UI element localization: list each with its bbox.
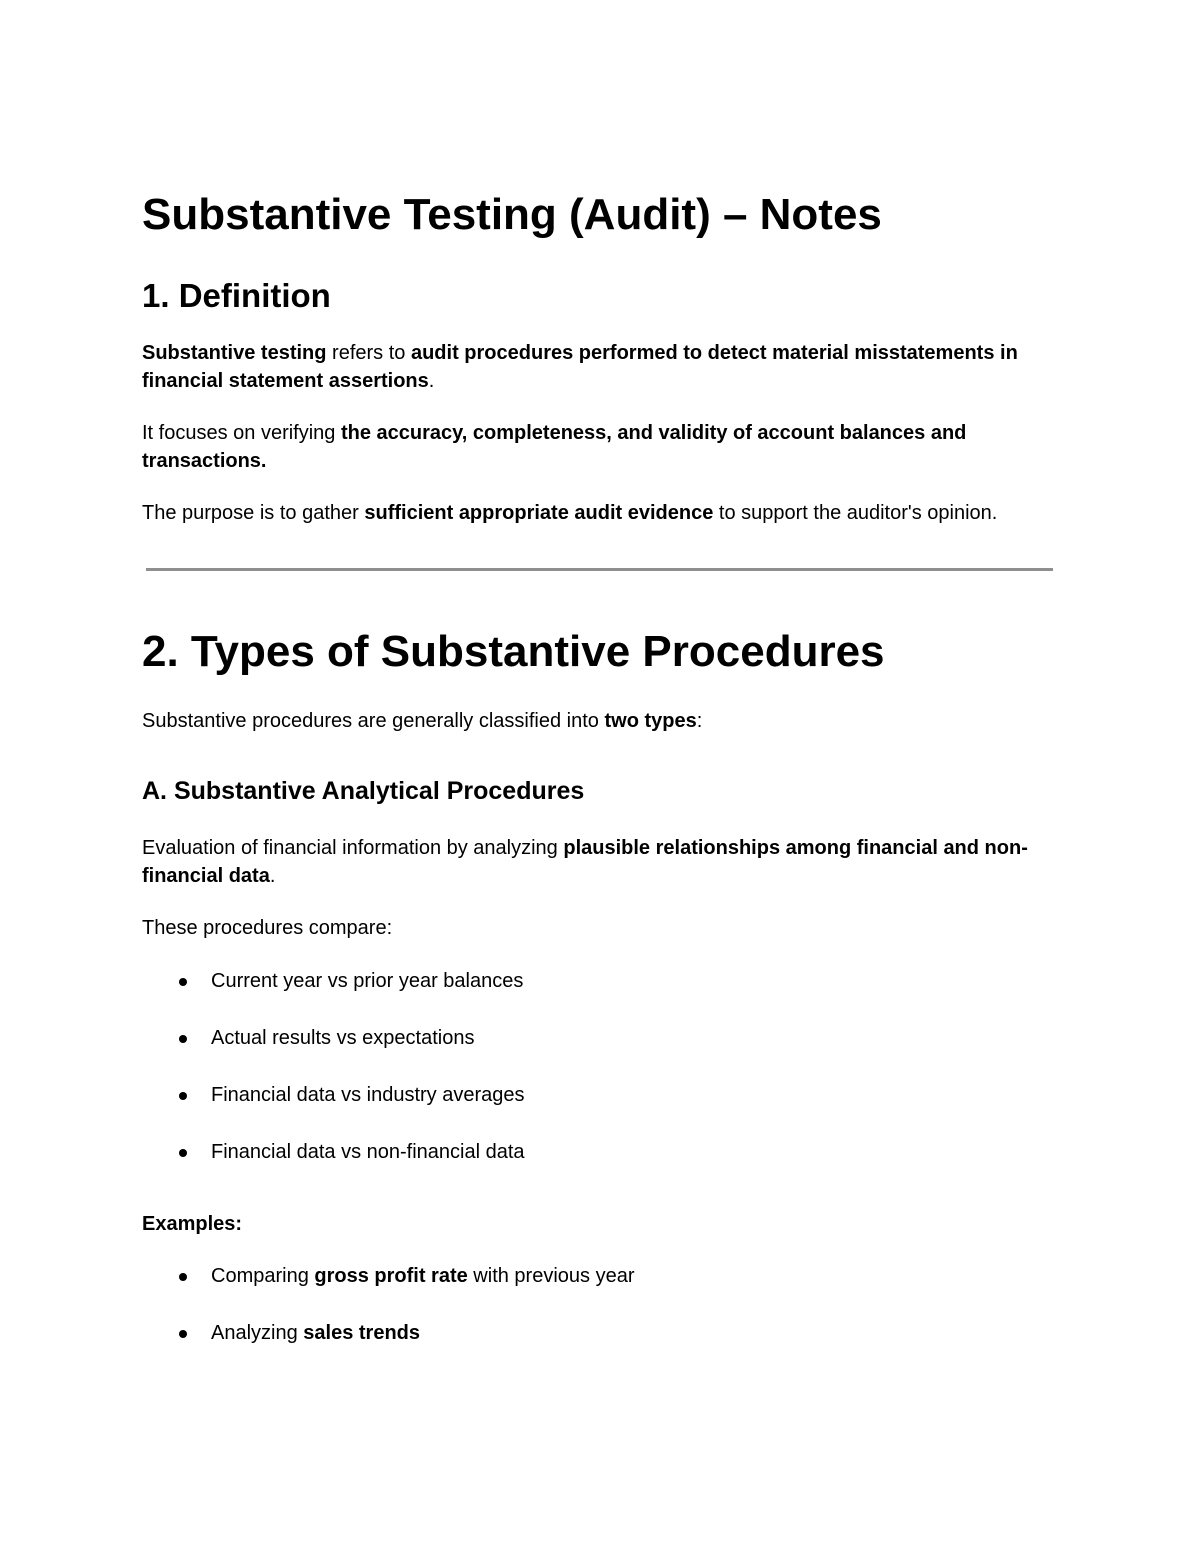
- types-intro-bold: two types: [604, 710, 697, 732]
- purpose-bold-text: sufficient appropriate audit evidence: [364, 502, 714, 524]
- list-item-text: Financial data vs industry averages: [211, 1084, 525, 1106]
- example-text-start: Analyzing: [211, 1322, 304, 1344]
- examples-label: Examples:: [142, 1213, 243, 1235]
- bullet-icon: [179, 1273, 187, 1281]
- compare-list: [142, 967, 1052, 1166]
- definition-term: Substantive testing: [142, 342, 327, 364]
- list-item: [142, 1262, 1052, 1290]
- subsection-heading-analytical: A. Substantive Analytical Procedures: [142, 777, 585, 805]
- list-item: [142, 967, 1052, 995]
- examples-list: [142, 1262, 1052, 1347]
- definition-paragraph-1: [142, 339, 1052, 395]
- compare-intro-paragraph: These procedures compare:: [142, 917, 393, 939]
- analytical-description-paragraph: [142, 834, 1052, 890]
- list-item: [142, 1138, 1052, 1166]
- definition-connector: refers to: [326, 342, 411, 364]
- horizontal-divider: [146, 568, 1053, 571]
- types-intro-paragraph: [142, 707, 1052, 735]
- bullet-icon: [179, 1035, 187, 1043]
- focus-bold-text: the accuracy, completeness, and validity of account balances and transactions.: [142, 422, 967, 472]
- section-types-wrapper: [142, 624, 1052, 680]
- section-heading-types: 2. Types of Substantive Procedures: [142, 627, 885, 676]
- examples-label-paragraph: [142, 1210, 1052, 1238]
- evaluation-period: .: [269, 865, 276, 887]
- list-item-text: Current year vs prior year balances: [211, 970, 524, 992]
- list-item-text: Actual results vs expectations: [211, 1027, 475, 1049]
- bullet-icon: [179, 1330, 187, 1338]
- definition-period: .: [428, 370, 435, 392]
- types-intro-colon: :: [696, 710, 703, 732]
- purpose-end-text: to support the auditor's opinion.: [713, 502, 998, 524]
- document-title: Substantive Testing (Audit) – Notes: [142, 190, 882, 239]
- bullet-icon: [179, 1149, 187, 1157]
- list-item: [142, 1024, 1052, 1052]
- example-bold-text: gross profit rate: [314, 1265, 468, 1287]
- section-heading-definition: 1. Definition: [142, 277, 331, 314]
- example-text-start: Comparing: [211, 1265, 315, 1287]
- bullet-icon: [179, 1092, 187, 1100]
- definition-paragraph-3: [142, 499, 1052, 527]
- evaluation-intro-text: Evaluation of financial information by analyzing: [142, 837, 564, 859]
- definition-paragraph-2: [142, 419, 1052, 475]
- bullet-icon: [179, 978, 187, 986]
- list-item-text: Financial data vs non-financial data: [211, 1141, 525, 1163]
- example-bold-text: sales trends: [303, 1322, 421, 1344]
- types-intro-text: Substantive procedures are generally classified into: [142, 710, 605, 732]
- list-item: [142, 1081, 1052, 1109]
- example-text-end: with previous year: [467, 1265, 635, 1287]
- list-item: [142, 1319, 1052, 1347]
- purpose-intro-text: The purpose is to gather: [142, 502, 365, 524]
- evaluation-bold-text: plausible relationships among financial and non-financial data: [142, 837, 1028, 887]
- definition-meaning: audit procedures performed to detect material misstatements in financial statement assertions: [142, 342, 1018, 392]
- document-content: [142, 187, 1052, 1347]
- focus-intro-text: It focuses on verifying: [142, 422, 341, 444]
